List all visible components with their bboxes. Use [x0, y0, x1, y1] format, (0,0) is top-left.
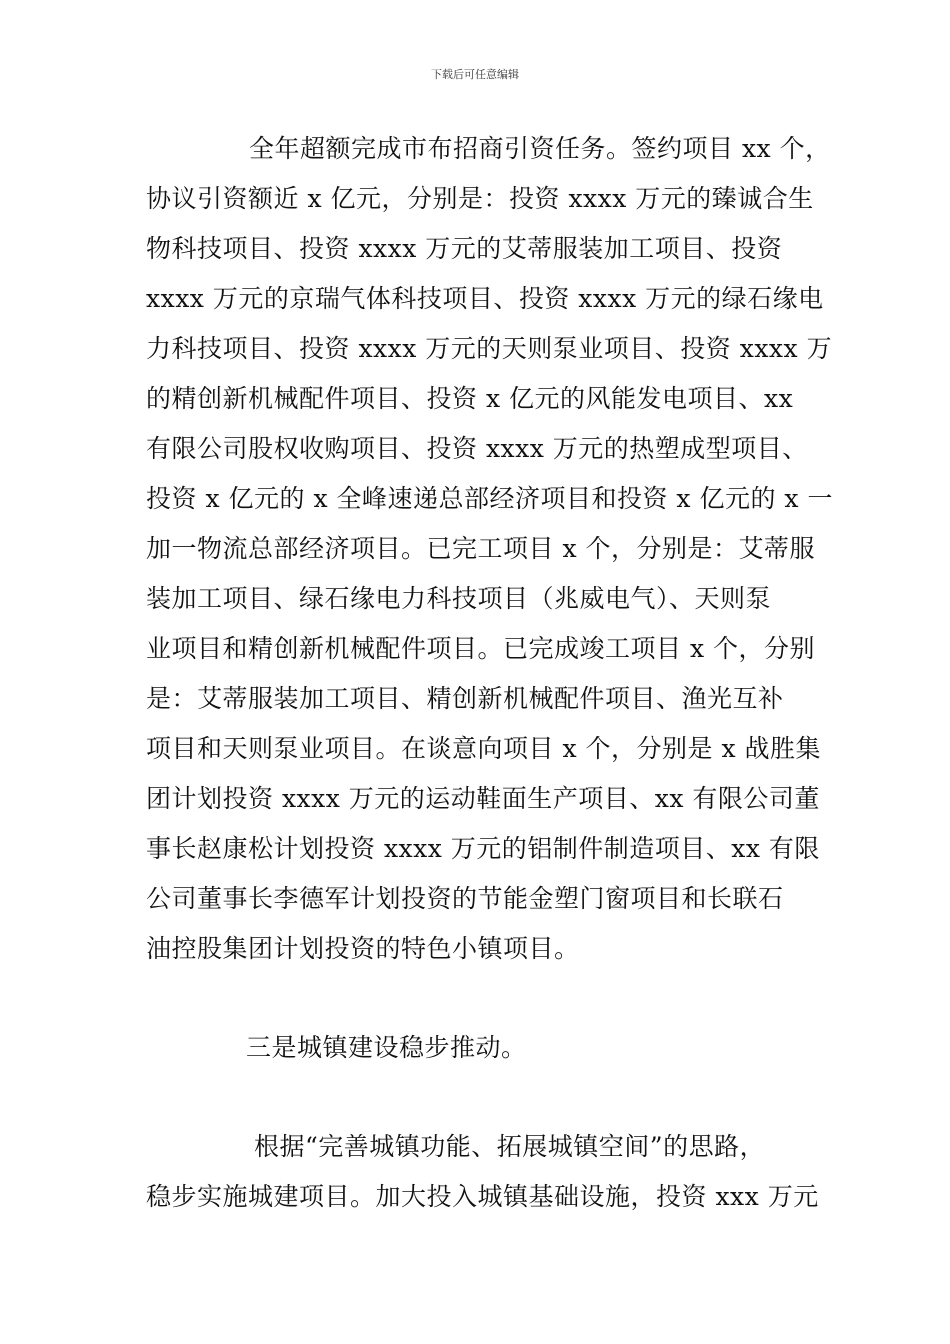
paragraph-line: 投资 x 亿元的 x 全峰速递总部经济项目和投资 x 亿元的 x 一 — [146, 484, 833, 513]
paragraph-line: 业项目和精创新机械配件项目。已完成竣工项目 x 个，分别 — [146, 634, 815, 663]
paragraph-line: 稳步实施城建项目。加大投入城镇基础设施，投资 xxx 万元 — [146, 1182, 819, 1211]
paragraph-line: 的精创新机械配件项目、投资 x 亿元的风能发电项目、xx — [146, 384, 794, 413]
paragraph-line: 事长赵康松计划投资 xxxx 万元的铝制件制造项目、xx 有限 — [146, 834, 820, 863]
paragraph-line: 是：艾蒂服装加工项目、精创新机械配件项目、渔光互补 — [146, 684, 784, 713]
page-header-note: 下载后可任意编辑 — [431, 68, 519, 81]
paragraph-line: 团计划投资 xxxx 万元的运动鞋面生产项目、xx 有限公司董 — [146, 784, 820, 813]
section-heading: 三是城镇建设稳步推动。 — [246, 1033, 527, 1062]
paragraph-line: 协议引资额近 x 亿元，分别是：投资 xxxx 万元的臻诚合生 — [146, 184, 814, 213]
paragraph-line: xxxx 万元的京瑞气体科技项目、投资 xxxx 万元的绿石缘电 — [146, 284, 824, 313]
paragraph-line: 油控股集团计划投资的特色小镇项目。 — [146, 934, 580, 963]
paragraph-line: 全年超额完成市布招商引资任务。签约项目 xx 个， — [249, 134, 831, 163]
paragraph-line: 项目和天则泵业项目。在谈意向项目 x 个，分别是 x 战胜集 — [146, 734, 821, 763]
paragraph-line: 公司董事长李德军计划投资的节能金塑门窗项目和长联石 — [146, 884, 784, 913]
paragraph-line: 有限公司股权收购项目、投资 xxxx 万元的热塑成型项目、 — [146, 434, 808, 463]
paragraph-line: 加一物流总部经济项目。已完工项目 x 个，分别是：艾蒂服 — [146, 534, 815, 563]
paragraph-line: 力科技项目、投资 xxxx 万元的天则泵业项目、投资 xxxx 万 — [146, 334, 833, 363]
paragraph-line: 物科技项目、投资 xxxx 万元的艾蒂服装加工项目、投资 — [146, 234, 783, 263]
paragraph-line: 根据“完善城镇功能、拓展城镇空间”的思路， — [254, 1132, 766, 1161]
paragraph-line: 装加工项目、绿石缘电力科技项目（兆威电气）、天则泵 — [146, 584, 772, 613]
